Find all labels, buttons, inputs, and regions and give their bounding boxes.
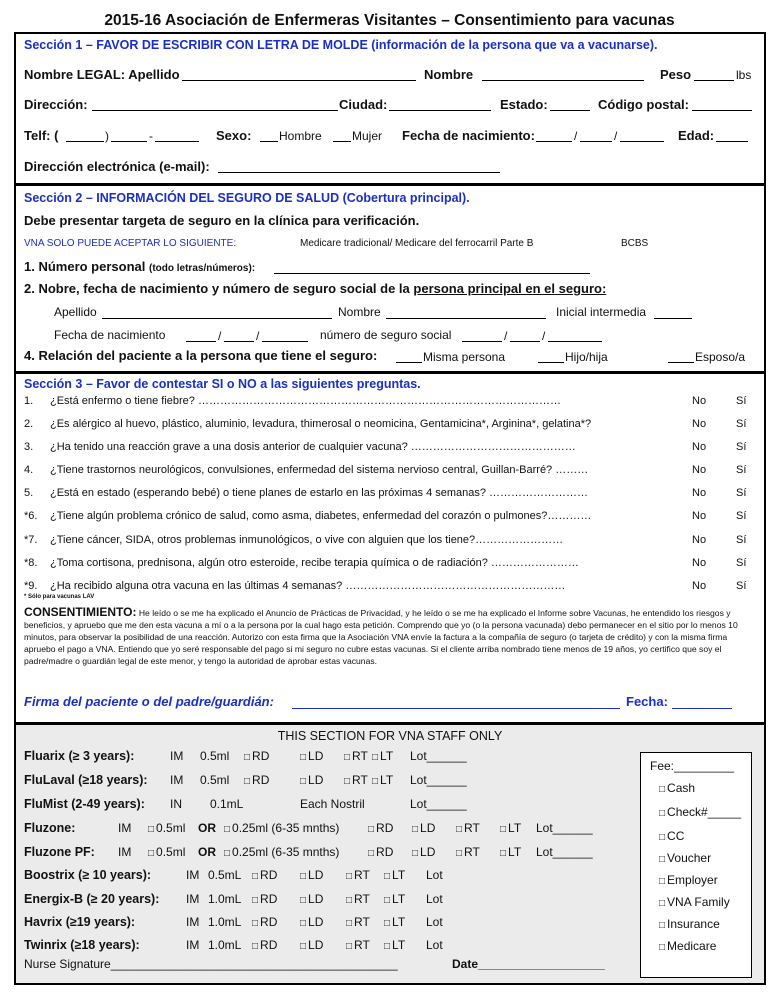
inicial-field[interactable] bbox=[654, 306, 692, 319]
dose: 0.5ml bbox=[200, 773, 230, 787]
vaccine-name: Fluarix (≥ 3 years): bbox=[24, 749, 135, 763]
vaccine-name: Fluzone: bbox=[24, 821, 76, 835]
answer-si[interactable]: Sí bbox=[736, 395, 747, 407]
fecha-2-mes[interactable] bbox=[186, 329, 216, 342]
consent-body: He leído o se me ha explicado el Anuncio de Prácticas de Privacidad, y he leído o se me ha explicado el Informe sobre Vacunas, he entendido los riesgos y beneficios, y apruebo que me den esta vacuna a mí o a la persona por la cual hago esta petición. Comprendo que yo (o la persona vacunada) debo permanecer en el sitio por lo menos 10 minutos, para observar la posibilidad de una reacción. Autorizo con esta firma que la Asociación VNA envíe la factura a la compañía de seguro (o tarjeta de crédito) y con la misma firma apruebo el pago a VNA. Entiendo que yo seré responsable del pago si mi seguro no cubre estas vacunas. Si el cliente arriba nombrado tiene menos de 19 años, yo certifico que soy el padre/madre o guardián legal de este menor, y tengo la autoridad de aprobar estas vacunas. bbox=[24, 608, 738, 666]
answer-no[interactable]: No bbox=[692, 534, 707, 546]
staff-title: THIS SECTION FOR VNA STAFF ONLY bbox=[277, 729, 503, 743]
peso-label: Peso bbox=[660, 67, 692, 82]
question-row bbox=[24, 395, 561, 407]
fecha-nacimiento-label: Fecha de nacimiento: bbox=[402, 128, 535, 143]
vaccine-name: Havrix (≥19 years): bbox=[24, 915, 136, 929]
route: IM bbox=[186, 915, 200, 929]
esposo-a: Esposo/a bbox=[695, 350, 746, 364]
payment-option[interactable]: □ Check#_____ bbox=[659, 805, 741, 819]
vaccine-name: Twinrix (≥18 years): bbox=[24, 938, 140, 952]
question-text: ¿Es alérgico al huevo, plástico, aluminio, levadura, thimerosal o neomicina, Gentamicina*, Arginina*, gelatina*? bbox=[50, 418, 592, 430]
misma-persona: Misma persona bbox=[423, 350, 506, 364]
route: IM bbox=[186, 892, 200, 906]
route: IM bbox=[170, 749, 184, 763]
fee-label[interactable]: Fee:_________ bbox=[650, 759, 735, 773]
question-row bbox=[24, 510, 591, 522]
fecha-ano-field[interactable] bbox=[620, 129, 664, 142]
vaccine-name: FluLaval (≥18 years): bbox=[24, 773, 148, 787]
question-number: 2. bbox=[24, 418, 34, 430]
lot-field[interactable]: Lot bbox=[426, 892, 443, 906]
numero-personal-field[interactable] bbox=[274, 261, 590, 274]
site-option[interactable]: □ RD bbox=[252, 915, 277, 929]
question-row bbox=[24, 464, 588, 476]
staff-date[interactable]: Date___________________ bbox=[452, 957, 605, 971]
question-row bbox=[24, 534, 563, 546]
num-ss-label: número de seguro social bbox=[320, 328, 452, 342]
site-option[interactable]: □ LD bbox=[300, 868, 323, 882]
fee-box bbox=[640, 752, 752, 978]
date-slash: / bbox=[256, 329, 260, 343]
telf-dash: - bbox=[149, 129, 153, 143]
answer-no[interactable]: No bbox=[692, 487, 707, 499]
esposo-blank[interactable] bbox=[668, 350, 694, 363]
persona-principal-label: persona principal en el seguro: bbox=[413, 281, 607, 296]
answer-si[interactable]: Sí bbox=[736, 487, 747, 499]
route: IM bbox=[170, 773, 184, 787]
peso-field[interactable] bbox=[694, 68, 734, 81]
misma-blank[interactable] bbox=[396, 350, 422, 363]
site-option[interactable]: □ LD bbox=[300, 938, 323, 952]
answer-no[interactable]: No bbox=[692, 580, 707, 592]
or-label: OR bbox=[198, 845, 216, 859]
email-label: Dirección electrónica (e-mail): bbox=[24, 159, 210, 174]
consent-label: CONSENTIMIENTO: bbox=[24, 605, 137, 619]
fecha-2-ano[interactable] bbox=[262, 329, 308, 342]
firma-field[interactable] bbox=[292, 696, 620, 709]
numero-personal-note: (todo letras/números): bbox=[149, 263, 256, 274]
fecha-nac-2-label: Fecha de nacimiento bbox=[54, 328, 166, 342]
fecha-dia-field[interactable] bbox=[580, 129, 612, 142]
telf-area-field[interactable] bbox=[66, 129, 104, 142]
email-field[interactable] bbox=[218, 160, 500, 173]
ciudad-label: Ciudad: bbox=[339, 97, 388, 112]
nombre-2-label: Nombre bbox=[338, 305, 381, 319]
payment-option[interactable]: □ CC bbox=[659, 829, 684, 843]
dose: 0.5mL bbox=[208, 868, 242, 882]
site-option[interactable]: □ LD bbox=[412, 845, 435, 859]
numero-personal-label: 1. Número personal bbox=[24, 259, 146, 274]
question-text: ¿Está en estado (esperando bebé) o tiene planes de estarlo en las próximas 4 semanas? ……………………… bbox=[50, 487, 589, 499]
site-option[interactable]: □ LT bbox=[384, 938, 405, 952]
date-slash: / bbox=[614, 129, 618, 143]
codigo-postal-field[interactable] bbox=[692, 98, 752, 111]
firma-label: Firma del paciente o del padre/guardián: bbox=[24, 694, 274, 709]
site-option[interactable]: □ LD bbox=[300, 749, 323, 763]
question-row bbox=[24, 487, 588, 499]
nombre-field[interactable] bbox=[482, 68, 644, 81]
nombre-label: Nombre bbox=[424, 67, 474, 82]
fecha-firma-label: Fecha: bbox=[626, 694, 668, 709]
lot-field[interactable]: Lot bbox=[426, 938, 443, 952]
nostril-label: Each Nostril bbox=[300, 797, 365, 811]
telf-number-field[interactable] bbox=[155, 129, 199, 142]
vna-solo: VNA SOLO PUEDE ACEPTAR LO SIGUIENTE: bbox=[24, 238, 237, 249]
answer-si[interactable]: Sí bbox=[736, 464, 747, 476]
ss-3[interactable] bbox=[548, 329, 602, 342]
form-title: 2015-16 Asociación de Enfermeras Visitantes – Consentimiento para vacunas bbox=[104, 12, 675, 29]
dose-option[interactable]: □ 0.5ml bbox=[148, 845, 185, 859]
question-text: ¿Tiene trastornos neurológicos, convulsiones, enfermedad del sistema nervioso central, Guillan-Barré? ……… bbox=[50, 464, 589, 476]
site-option[interactable]: □ LT bbox=[372, 749, 393, 763]
footnote: * Sólo para vacunas LAV bbox=[24, 594, 95, 600]
route: IM bbox=[118, 845, 132, 859]
estado-label: Estado: bbox=[500, 97, 548, 112]
edad-field[interactable] bbox=[716, 129, 748, 142]
site-option[interactable]: □ LD bbox=[300, 915, 323, 929]
site-option[interactable]: □ RT bbox=[346, 892, 370, 906]
answer-no[interactable]: No bbox=[692, 510, 707, 522]
site-option[interactable]: □ LT bbox=[384, 915, 405, 929]
question-row bbox=[24, 441, 576, 453]
site-option[interactable]: □ RD bbox=[252, 868, 277, 882]
site-option[interactable]: □ LT bbox=[500, 845, 521, 859]
sexo-label: Sexo: bbox=[216, 128, 252, 143]
payment-option[interactable]: □ Insurance bbox=[659, 917, 720, 931]
debe-presentar: Debe presentar targeta de seguro en la clínica para verificación. bbox=[24, 213, 420, 228]
site-option[interactable]: □ LD bbox=[300, 892, 323, 906]
payment-option[interactable]: □ VNA Family bbox=[659, 895, 730, 909]
fecha-mes-field[interactable] bbox=[536, 129, 572, 142]
site-option[interactable]: □ RD bbox=[244, 773, 269, 787]
consent-text bbox=[24, 606, 754, 667]
question-text: ¿Toma cortisona, prednisona, algún otro esteroide, recibe terapia química o de radiación? …………………… bbox=[50, 557, 579, 569]
answer-si[interactable]: Sí bbox=[736, 418, 747, 430]
route: IN bbox=[170, 797, 182, 811]
apellido-2-field[interactable] bbox=[102, 306, 332, 319]
fecha-firma-field[interactable] bbox=[672, 696, 732, 709]
payment-option[interactable]: □ Voucher bbox=[659, 851, 711, 865]
dose: 1.0mL bbox=[208, 892, 242, 906]
question-number: 5. bbox=[24, 487, 34, 499]
relacion-label: 4. Relación del paciente a la persona que tiene el seguro: bbox=[24, 348, 378, 363]
question-row bbox=[24, 580, 565, 592]
answer-no[interactable]: No bbox=[692, 441, 707, 453]
question-text: ¿Está enfermo o tiene fiebre? ……………………………………………………………………………………… bbox=[50, 395, 561, 407]
medicare-option: Medicare tradicional/ Medicare del ferrocarril Parte B bbox=[300, 238, 534, 249]
site-option[interactable]: □ RT bbox=[456, 821, 480, 835]
site-option[interactable]: □ LD bbox=[300, 773, 323, 787]
answer-no[interactable]: No bbox=[692, 395, 707, 407]
ss-1[interactable] bbox=[462, 329, 502, 342]
section-3-heading: Sección 3 – Favor de contestar SI o NO a las siguientes preguntas. bbox=[24, 377, 421, 391]
answer-si[interactable]: Sí bbox=[736, 441, 747, 453]
site-option[interactable]: □ RD bbox=[252, 892, 277, 906]
dose-option[interactable]: □ 0.25ml (6-35 mnths) bbox=[224, 845, 339, 859]
dose-option[interactable]: □ 0.5ml bbox=[148, 821, 185, 835]
peso-unit: lbs bbox=[736, 68, 752, 82]
telf-label: Telf: ( bbox=[24, 128, 59, 143]
mujer-label: Mujer bbox=[352, 129, 383, 143]
lot-field[interactable]: Lot______ bbox=[536, 821, 593, 835]
nombre-2-field[interactable] bbox=[386, 306, 546, 319]
date-slash: / bbox=[218, 329, 222, 343]
lot-field[interactable]: Lot______ bbox=[410, 797, 467, 811]
dose: 1.0mL bbox=[208, 938, 242, 952]
question-text: ¿Tiene cáncer, SIDA, otros problemas inmunológicos, o vive con alguien que los tiene?…………………… bbox=[50, 534, 564, 546]
question-number: 3. bbox=[24, 441, 34, 453]
question-text: ¿Ha tenido una reacción grave a una dosis anterior de cualquier vacuna? ……………………………………… bbox=[50, 441, 576, 453]
answer-no[interactable]: No bbox=[692, 557, 707, 569]
question-number: *9. bbox=[24, 580, 38, 592]
dose: 1.0mL bbox=[208, 915, 242, 929]
lot-field[interactable]: Lot______ bbox=[410, 749, 467, 763]
apellido-2-label: Apellido bbox=[54, 305, 97, 319]
question-number: 1. bbox=[24, 395, 34, 407]
vaccine-name: Boostrix (≥ 10 years): bbox=[24, 868, 152, 882]
edad-label: Edad: bbox=[678, 128, 715, 143]
direccion-label: Dirección: bbox=[24, 97, 88, 112]
site-option[interactable]: □ RD bbox=[252, 938, 277, 952]
hijo-hija: Hijo/hija bbox=[565, 350, 608, 364]
ciudad-field[interactable] bbox=[389, 98, 491, 111]
apellido-label: Nombre LEGAL: Apellido bbox=[24, 67, 180, 82]
payment-option[interactable]: □ Employer bbox=[659, 873, 718, 887]
site-option[interactable]: □ LT bbox=[384, 892, 405, 906]
question-number: *8. bbox=[24, 557, 38, 569]
site-option[interactable]: □ RT bbox=[456, 845, 480, 859]
route: IM bbox=[186, 938, 200, 952]
question-number: *6. bbox=[24, 510, 38, 522]
site-option[interactable]: □ LD bbox=[412, 821, 435, 835]
site-option[interactable]: □ RD bbox=[244, 749, 269, 763]
telf-prefix-field[interactable] bbox=[111, 129, 147, 142]
dose: 0.5ml bbox=[200, 749, 230, 763]
question-row bbox=[24, 557, 579, 569]
nurse-signature[interactable]: Nurse Signature___________________________________________ bbox=[24, 957, 398, 971]
codigo-postal-label: Código postal: bbox=[598, 97, 689, 112]
section-2-heading: Sección 2 – INFORMACIÓN DEL SEGURO DE SALUD (Cobertura principal). bbox=[24, 191, 470, 205]
vaccine-name: Fluzone PF: bbox=[24, 845, 95, 859]
site-option[interactable]: □ RT bbox=[344, 773, 368, 787]
lot-field[interactable]: Lot______ bbox=[536, 845, 593, 859]
question-number: *7. bbox=[24, 534, 38, 546]
site-option[interactable]: □ RD bbox=[368, 845, 393, 859]
bcbs-option: BCBS bbox=[621, 238, 649, 249]
payment-option[interactable]: □ Cash bbox=[659, 781, 695, 795]
route: IM bbox=[186, 868, 200, 882]
direccion-field[interactable] bbox=[92, 98, 338, 111]
lot-field[interactable]: Lot______ bbox=[410, 773, 467, 787]
answer-si[interactable]: Sí bbox=[736, 534, 747, 546]
mujer-blank[interactable] bbox=[333, 129, 351, 142]
answer-si[interactable]: Sí bbox=[736, 557, 747, 569]
site-option[interactable]: □ RT bbox=[346, 938, 370, 952]
date-slash: / bbox=[574, 129, 578, 143]
estado-field[interactable] bbox=[550, 98, 590, 111]
answer-si[interactable]: Sí bbox=[736, 580, 747, 592]
site-option[interactable]: □ RT bbox=[346, 868, 370, 882]
fecha-2-dia[interactable] bbox=[224, 329, 254, 342]
hombre-label: Hombre bbox=[279, 129, 322, 143]
answer-si[interactable]: Sí bbox=[736, 510, 747, 522]
site-option[interactable]: □ LT bbox=[500, 821, 521, 835]
nobre-label: 2. Nobre, fecha de nacimiento y número de seguro social de la bbox=[24, 281, 410, 296]
site-option[interactable]: □ RT bbox=[344, 749, 368, 763]
route: IM bbox=[118, 821, 132, 835]
lot-field[interactable]: Lot bbox=[426, 915, 443, 929]
dose: 0.1mL bbox=[210, 797, 244, 811]
dose-option[interactable]: □ 0.25ml (6-35 mnths) bbox=[224, 821, 339, 835]
ss-slash: / bbox=[504, 329, 508, 343]
hombre-blank[interactable] bbox=[260, 129, 278, 142]
hijo-blank[interactable] bbox=[538, 350, 564, 363]
question-text: ¿Tiene algún problema crónico de salud, como asma, diabetes, enfermedad del corazón o pulmones?………… bbox=[50, 510, 592, 522]
or-label: OR bbox=[198, 821, 216, 835]
inicial-label: Inicial intermedia bbox=[556, 305, 647, 319]
section-1-heading: Sección 1 – FAVOR DE ESCRIBIR CON LETRA DE MOLDE (información de la persona que va a vacunarse). bbox=[24, 38, 658, 52]
site-option[interactable]: □ RT bbox=[346, 915, 370, 929]
ss-slash: / bbox=[542, 329, 546, 343]
vaccine-name: FluMist (2-49 years): bbox=[24, 797, 145, 811]
telf-paren: ) bbox=[105, 129, 109, 143]
answer-no[interactable]: No bbox=[692, 464, 707, 476]
ss-2[interactable] bbox=[510, 329, 540, 342]
site-option[interactable]: □ LT bbox=[384, 868, 405, 882]
question-row bbox=[24, 418, 591, 430]
site-option[interactable]: □ RD bbox=[368, 821, 393, 835]
payment-option[interactable]: □ Medicare bbox=[659, 939, 716, 953]
answer-no[interactable]: No bbox=[692, 418, 707, 430]
question-text: ¿Ha recibido alguna otra vacuna en las últimas 4 semanas? …………………………………………………… bbox=[50, 580, 566, 592]
apellido-field[interactable] bbox=[182, 68, 416, 81]
vaccine-name: Energix-B (≥ 20 years): bbox=[24, 892, 160, 906]
lot-field[interactable]: Lot bbox=[426, 868, 443, 882]
question-number: 4. bbox=[24, 464, 34, 476]
site-option[interactable]: □ LT bbox=[372, 773, 393, 787]
